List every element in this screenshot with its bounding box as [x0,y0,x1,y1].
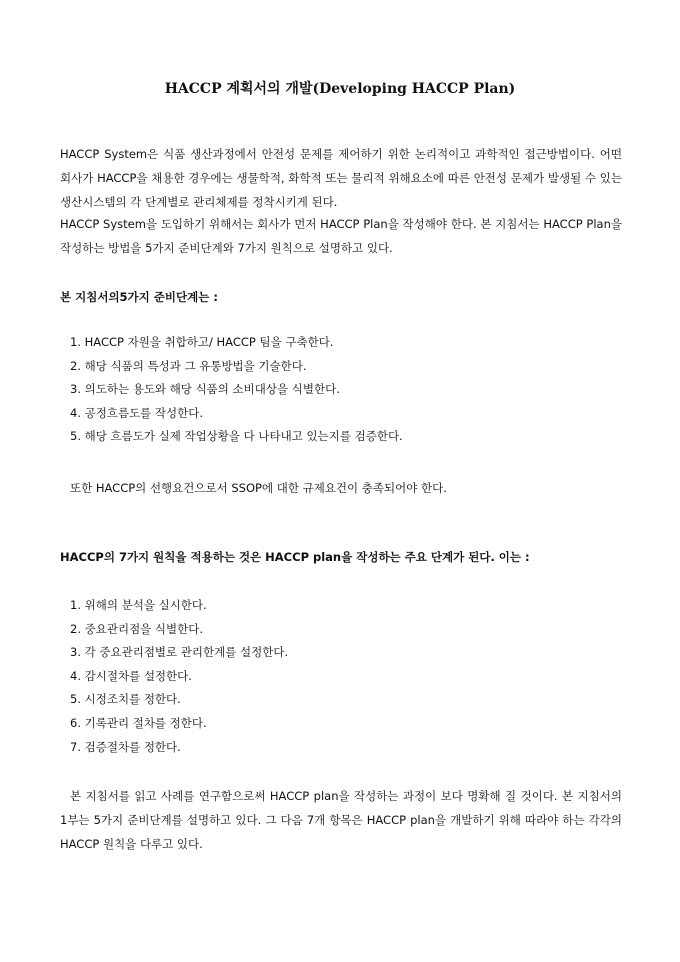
list-item: 5. 해당 흐름도가 실제 작업상황을 다 나타내고 있는지를 검증한다. [70,429,403,444]
list-item: 1. HACCP 자원을 취합하고/ HACCP 팀을 구축한다. [70,335,334,349]
principles-heading: HACCP의 7가지 원칙을 적용하는 것은 HACCP plan을 작성하는 주요 단계가 된다. 이는 : [60,550,530,564]
list-item: 2. 중요관리점을 식별한다. [70,621,204,636]
intro-paragraph-1: HACCP System은 식품 생산과정에서 안전성 문제를 제어하기 위한 논리적이고 과학적인 접근방법이다. 어떤 회사가 HACCP을 채용한 경우에는 생물학적, 화학적 또는 물리적 위해요소에 따른 안전성 문제가 발생될 수 있는 생산시스템의 각 단계별로 관리체제를 정착시키게 된다. [60,147,622,209]
list-item: 5. 시정조치를 정한다. [70,692,181,707]
closing-paragraph: 본 지침서를 읽고 사례를 연구함으로써 HACCP plan을 작성하는 과정이 보다 명확해 질 것이다. 본 지침서의 1부는 5가지 준비단계를 설명하고 있다. 그 다음 7개 항목은 HACCP plan을 개발하기 위해 따라야 하는 각각의 HACCP 원칙을 다루고 있다. [60,789,622,851]
list-item: 2. 해당 식품의 특성과 그 유통방법을 기술한다. [70,358,307,373]
list-item: 4. 공정흐름도를 작성한다. [70,405,204,420]
prep-steps-list [70,331,403,449]
list-item: 4. 감시절차를 설정한다. [70,668,192,683]
list-item: 7. 검증절차를 정한다. [70,739,181,754]
document-title: HACCP 계획서의 개발(Developing HACCP Plan) [164,81,516,97]
list-item: 3. 의도하는 용도와 해당 식품의 소비대상을 식별한다. [70,382,340,397]
ssop-note: 또한 HACCP의 선행요건으로서 SSOP에 대한 규제요건이 충족되어야 한다. [70,481,447,495]
list-item: 3. 각 중요관리점별로 관리한계를 설정한다. [70,645,289,660]
list-item: 1. 위해의 분석을 실시한다. [70,598,207,612]
prep-steps-heading: 본 지침서의5가지 준비단계는 : [60,290,218,304]
list-item: 6. 기록관리 절차를 정한다. [70,715,207,730]
intro-paragraph-2: HACCP System을 도입하기 위해서는 회사가 먼저 HACCP Plan을 작성해야 한다. 본 지침서는 HACCP Plan을 작성하는 방법을 5가지 준비단계와 7가지 원칙으로 설명하고 있다. [60,217,622,255]
principles-list [70,594,288,759]
